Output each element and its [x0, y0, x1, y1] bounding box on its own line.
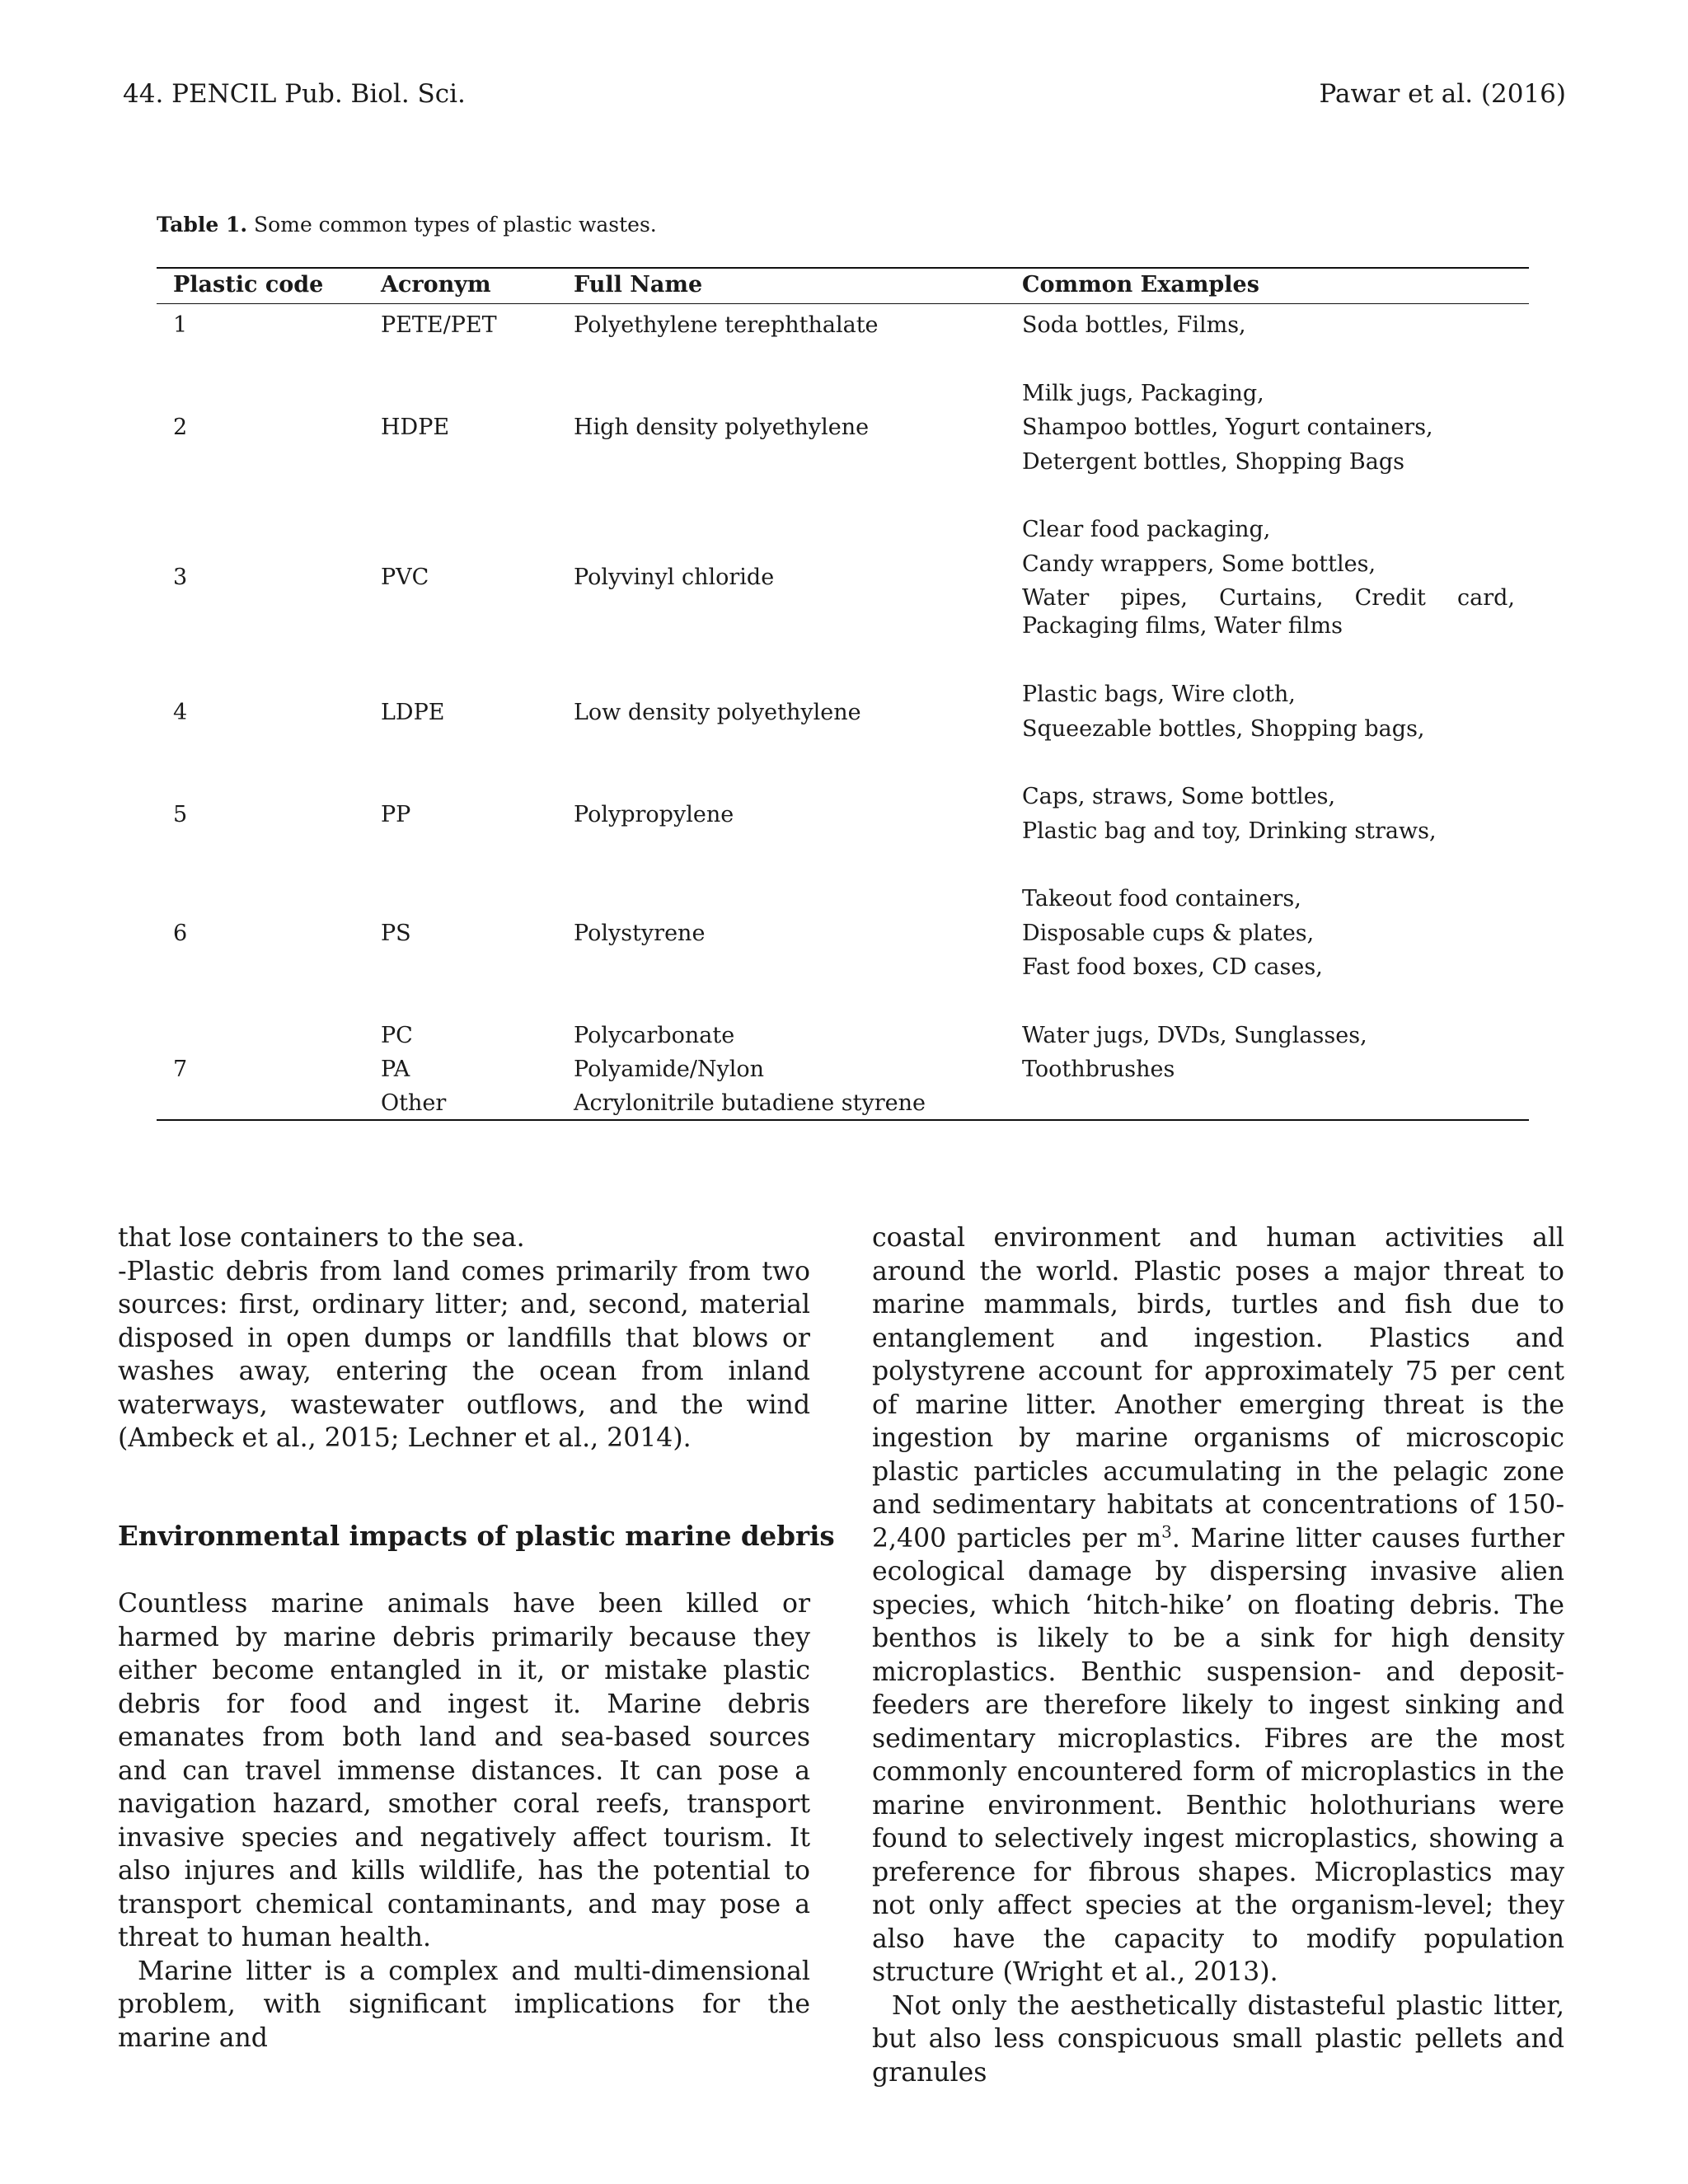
paragraph-text: . Marine litter causes further ecological damage by dispersing invasive alien species, which ‘hitch-hike’ on floating debris. The benthos is likely to be a sink for high density microplastics. Benthic suspension- and deposit- feeders are therefore likely to ingest sinking and sedimentary microplastics. Fibres are the most commonly encountered form of microplastics in the marine environment. Benthic holothurians were found to selectively ingest microplastics, showing a preference for fibrous shapes. Microplastics may not only affect species at the organism-level; they also have the capacity to modify population structure (Wright et al., 2013). [872, 1523, 1564, 1987]
table-cell-acronym: PC [381, 1023, 413, 1048]
table-cell-example: Soda bottles, Films, [1022, 312, 1246, 338]
table-cell-acronym: HDPE [381, 415, 450, 440]
paragraph [872, 1221, 1564, 1990]
table-cell-code: 4 [173, 700, 188, 725]
paragraph: Marine litter is a complex and multi-dimensional problem, with significant implications for the marine and [118, 1956, 810, 2053]
table-cell-example: Fast food boxes, CD cases, [1022, 954, 1323, 980]
table-cell-full-name: Polyamide/Nylon [574, 1057, 765, 1082]
table-cell-example: Plastic bags, Wire cloth, [1022, 682, 1296, 707]
table-cell-example: Squeezable bottles, Shopping bags, [1022, 716, 1425, 742]
table-cell-example: Shampoo bottles, Yogurt containers, [1022, 415, 1433, 440]
table-cell-full-name: Polystyrene [574, 921, 706, 946]
table-cell-example: Detergent bottles, Shopping Bags [1022, 449, 1404, 475]
paragraph: Countless marine animals have been killed or harmed by marine debris primarily because they either become entangled in it, or mistake plastic debris for food and ingest it. Marine debris emanates from both land and sea-based sources and can travel immense distances. It can pose a navigation hazard, smother coral reefs, transport invasive species and negatively affect tourism. It also injures and kills wildlife, has the potential to transport chemical contaminants, and may pose a threat to human health. [118, 1589, 810, 1952]
right-column [872, 1221, 1564, 2089]
left-column-top [118, 1221, 810, 1455]
paragraph: -Plastic debris from land comes primarily from two sources: first, ordinary litter; and, second, material disposed in open dumps or landfills that blows or washes away, entering the ocean from inland waterways, wastewater outflows, and the wind (Ambeck et al., 2015; Lechner et al., 2014). [118, 1256, 810, 1453]
table-cell-example: Water pipes, Curtains, Credit card, Packaging films, Water films [1022, 585, 1515, 639]
superscript: 3 [1161, 1521, 1172, 1541]
table-caption [157, 213, 657, 237]
section-heading: Environmental impacts of plastic marine debris [118, 1520, 835, 1552]
table-cell-example: Toothbrushes [1022, 1057, 1175, 1082]
table-header-common-examples: Common Examples [1022, 272, 1259, 298]
table-cell-full-name: Polycarbonate [574, 1023, 735, 1048]
table-caption-text: Some common types of plastic wastes. [247, 213, 657, 237]
table-cell-full-name: Polyvinyl chloride [574, 565, 775, 590]
table-cell-example: Milk jugs, Packaging, [1022, 381, 1264, 406]
table-cell-full-name: High density polyethylene [574, 415, 870, 440]
table-cell-example: Disposable cups & plates, [1022, 921, 1315, 946]
table-cell-full-name: Polyethylene terephthalate [574, 312, 879, 338]
table-top-rule [157, 267, 1529, 269]
table-cell-example: Clear food packaging, [1022, 517, 1271, 542]
table-cell-code: 5 [173, 802, 188, 827]
paragraph: that lose containers to the sea. [118, 1223, 525, 1253]
table-cell-acronym: PS [381, 921, 411, 946]
running-header-authors: Pawar et al. (2016) [1319, 79, 1566, 109]
table-cell-code: 3 [173, 565, 188, 590]
table-header-plastic-code: Plastic code [173, 272, 324, 298]
table-header-full-name: Full Name [574, 272, 703, 298]
table-cell-code: 7 [173, 1057, 188, 1082]
table-cell-example: Caps, straws, Some bottles, [1022, 784, 1336, 809]
table-cell-example: Takeout food containers, [1022, 886, 1301, 912]
left-column-bottom [118, 1587, 810, 2055]
paragraph-text: coastal environment and human activities all around the world. Plastic poses a major threat to marine mammals, birds, turtles and fish due to entanglement and ingestion. Plastics and polystyrene account for approximately 75 per cent of marine litter. Another emerging threat is the ingestion by marine organisms of microscopic plastic particles accumulating in the pelagic zone and sedimentary habitats at concentrations of 150-2,400 particles per m [872, 1223, 1564, 1554]
table-cell-full-name: Low density polyethylene [574, 700, 861, 725]
table-caption-label: Table 1. [157, 213, 248, 237]
table-cell-acronym: Other [381, 1090, 447, 1116]
table-cell-acronym: PVC [381, 565, 429, 590]
table-cell-code: 6 [173, 921, 188, 946]
table-cell-example: Water jugs, DVDs, Sunglasses, [1022, 1023, 1367, 1048]
paragraph: Not only the aesthetically distasteful plastic litter, but also less conspicuous small plastic pellets and granules [872, 1990, 1564, 2088]
table-cell-acronym: PA [381, 1057, 410, 1082]
table-cell-acronym: PETE/PET [381, 312, 497, 338]
table-header-rule [157, 303, 1529, 304]
table-cell-acronym: PP [381, 802, 411, 827]
table-cell-code: 2 [173, 415, 188, 440]
table-cell-code: 1 [173, 312, 188, 338]
table-cell-full-name: Polypropylene [574, 802, 734, 827]
table-cell-acronym: LDPE [381, 700, 445, 725]
table-cell-full-name: Acrylonitrile butadiene styrene [574, 1090, 926, 1116]
table-cell-example: Candy wrappers, Some bottles, [1022, 551, 1376, 577]
table-header-acronym: Acronym [381, 272, 491, 298]
running-header-journal: 44. PENCIL Pub. Biol. Sci. [123, 79, 466, 109]
table-cell-example: Plastic bag and toy, Drinking straws, [1022, 818, 1437, 844]
